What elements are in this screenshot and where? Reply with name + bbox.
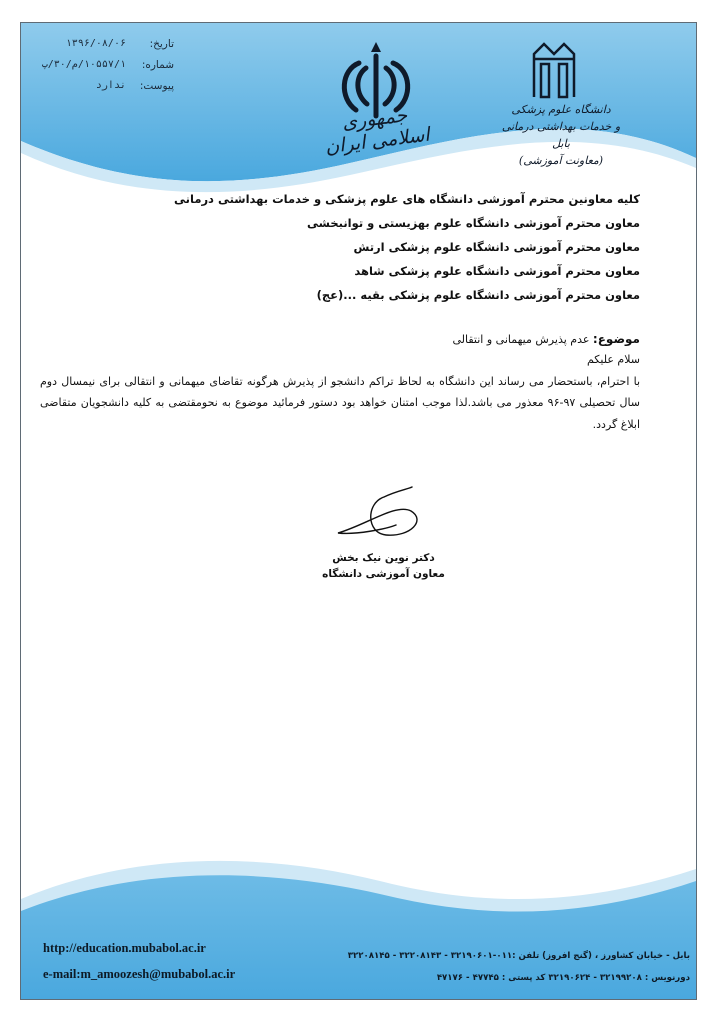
recipient-line: معاون محترم آموزشی دانشگاه علوم پزشکی شاهد	[354, 264, 640, 278]
number-value: ۱۰۵۵۷/۱/م/۳۰/پ	[41, 59, 126, 70]
date-label: تاریخ:	[149, 37, 174, 50]
attachment-label: پیوست:	[139, 79, 174, 92]
university-name	[501, 101, 621, 169]
letter-meta	[39, 33, 174, 96]
recipient-line: معاون محترم آموزشی دانشگاه علوم پزشکی بقیه ...(عج)	[316, 288, 640, 302]
attachment-value: ندارد	[95, 80, 126, 91]
number-row	[39, 54, 174, 75]
university-line-1: دانشگاه علوم پزشکی	[511, 103, 611, 116]
footer-address-line-2: دورنویس : ۳۲۱۹۹۲۰۸ - ۳۲۱۹۰۶۲۴ کد پستی : ۴۷۷۴۵ - ۴۷۱۷۶	[436, 973, 690, 983]
footer-address-line-1: بابل - خیابان کشاورز ، (گنج افروز) تلفن :۰۱۱-۳۲۱۹۰۶۰۱ - ۳۲۲۰۸۱۴۳ - ۳۲۲۰۸۱۴۵	[347, 951, 690, 961]
letter-page	[20, 22, 697, 1000]
university-logo-icon	[529, 39, 579, 99]
recipient-line: معاون محترم آموزشی دانشگاه علوم پزشکی ارتش	[353, 240, 640, 254]
signatory-title: معاون آموزشی دانشگاه	[322, 568, 445, 580]
subject-line	[80, 332, 640, 346]
greeting: سلام علیکم	[586, 353, 640, 366]
date-value: ۱۳۹۶/۰۸/۰۶	[65, 38, 126, 49]
subject-text: عدم پذیرش میهمانی و انتقالی	[452, 333, 590, 346]
signature-scribble	[326, 485, 446, 555]
body-paragraph: با احترام، باستحضار می رساند این دانشگاه به لحاظ تراکم دانشجو از پذیرش هرگونه تقاضای میهمانی و انتقالی برای نیمسال دوم سال تحصیلی ۹۷-۹۶ معذور می باشد.لذا موجب امتنان خواهد بود دستور فرمائید موضوع به نحومقتضی به کلیه دانشجویان متقاضی ابلاغ گردد.	[40, 374, 641, 431]
recipient-list	[80, 187, 640, 307]
university-line-3: (معاونت آموزشی)	[518, 154, 604, 167]
date-row	[39, 33, 174, 54]
number-label: شماره:	[141, 58, 174, 71]
subject-label: موضوع:	[592, 332, 640, 346]
letter-body	[40, 349, 640, 435]
footer-website: http://education.mubabol.ac.ir	[43, 941, 206, 955]
footer-email: e-mail:m_amoozesh@mubabol.ac.ir	[43, 967, 236, 981]
recipient-line: معاون محترم آموزشی دانشگاه علوم بهزیستی و توانبخشی	[307, 216, 640, 230]
recipient-line: کلیه معاونین محترم آموزشی دانشگاه های علوم پزشکی و خدمات بهداشتی درمانی	[174, 192, 640, 206]
signatory-name: دکتر نوین نیک بخش	[332, 552, 435, 564]
university-line-2: و خدمات بهداشتی درمانی بابل	[501, 120, 621, 150]
emblem-caption: جمهوری اسلامی ایران	[323, 104, 431, 159]
signatory	[321, 550, 446, 582]
attachment-row	[39, 75, 174, 96]
